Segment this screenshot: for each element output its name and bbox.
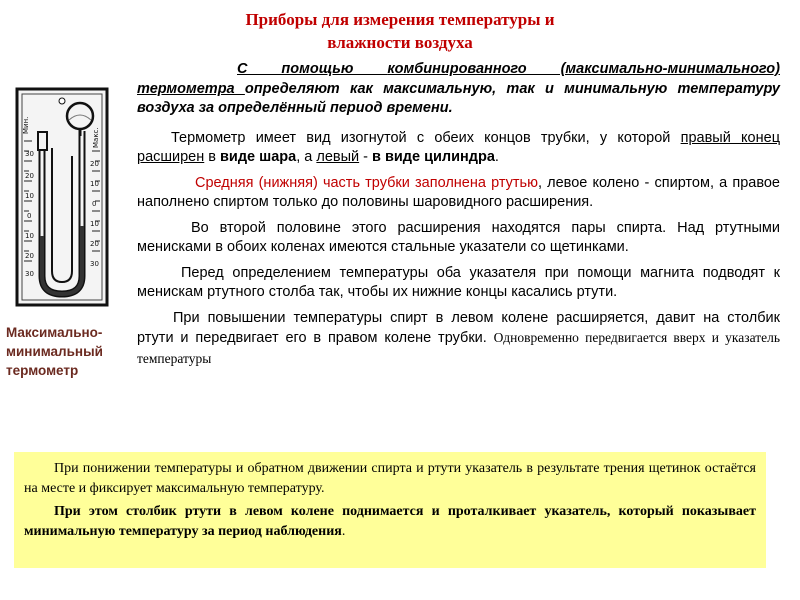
intro-part2: комбинированного (максимально-минимального) термометра <box>137 61 780 97</box>
intro-part3: определяют как максимальную, так и минимальную температуру воздуха за определённый период времени. <box>137 80 780 116</box>
max-min-thermometer-icon <box>14 86 110 308</box>
p1-i: - <box>359 149 373 165</box>
p2-rest: , левое колено - спиртом, а правое наполнено спиртом только до половины шаровидного расширения. <box>137 174 780 210</box>
scale-left-label: Мин. <box>22 116 30 134</box>
p1-g: , а <box>296 149 317 165</box>
scale-tick-r2: 0 <box>92 200 97 208</box>
scale-tick-l4: 10 <box>25 232 34 240</box>
p1-a: Термометр имеет вид изогнутой с обеих концов трубки, у которой <box>171 129 681 146</box>
thermometer-figure <box>14 86 110 308</box>
paragraph-4: Перед определением температуры оба указателя при помощи магнита подводят к менискам ртутного столба так, чтобы их нижние концы касались ртути. <box>137 264 780 300</box>
scale-tick-l6: 30 <box>25 270 34 278</box>
p1-d: расширен <box>137 149 205 165</box>
scale-tick-r5: 30 <box>90 260 99 268</box>
scale-right-label: Макс. <box>92 127 100 148</box>
p1-j: в виде цилиндра <box>372 149 495 165</box>
intro-part1: С помощью <box>237 61 388 77</box>
scale-tick-l2: 10 <box>25 192 34 200</box>
title-line-1: Приборы для измерения температуры и <box>245 10 555 29</box>
p1-f: виде шара <box>220 149 297 165</box>
scale-tick-l1: 20 <box>25 172 34 180</box>
highlight-note-box <box>14 452 766 568</box>
paragraph-1 <box>137 129 780 168</box>
figure-caption <box>6 323 134 380</box>
scale-tick-l3: 0 <box>27 212 32 220</box>
p1-k: . <box>494 149 499 165</box>
p1-e: в <box>204 149 221 165</box>
caption-line-2: минимальный <box>6 344 103 359</box>
caption-line-3: термометр <box>6 363 79 378</box>
p1-h: левый <box>316 149 360 165</box>
scale-tick-r0: 20 <box>90 160 99 168</box>
scale-tick-r1: 10 <box>90 180 99 188</box>
p5-main: При повышении температуры спирт в левом колене расширяется, давит на столбик ртути и передвигает его в правом колене трубки. <box>137 309 780 346</box>
note-paragraph-2 <box>24 502 756 541</box>
scale-tick-r4: 20 <box>90 240 99 248</box>
scale-tick-l0: 30 <box>25 150 34 158</box>
scale-tick-l5: 20 <box>25 252 34 260</box>
intro-paragraph <box>137 60 780 119</box>
scale-tick-r3: 10 <box>90 220 99 228</box>
note-paragraph-1: При понижении температуры и обратном движении спирта и ртути указатель в результате трения щетинок остаётся на месте и фиксирует максимальную температуру. <box>24 461 756 496</box>
caption-line-1: Максимально- <box>6 325 103 340</box>
paragraph-3: Во второй половине этого расширения находятся пары спирта. Над ртутными менисками в обоих коленах имеются стальные указатели со щетинками. <box>137 219 780 255</box>
note-p2-text: При этом столбик ртути в левом колене поднимается и проталкивает указатель, который показывает минимальную температуру за период наблюдения <box>24 504 756 539</box>
note-p2-end: . <box>341 523 346 539</box>
p5-serif: Одновременно передвигается вверх и указатель температуры <box>137 330 780 366</box>
main-text <box>137 60 780 375</box>
slide-title <box>150 8 650 54</box>
paragraph-5 <box>137 309 780 370</box>
p2-red: Средняя (нижняя) часть трубки заполнена ртутью <box>195 174 538 191</box>
paragraph-2 <box>137 174 780 213</box>
p1-b: правый конец <box>680 129 780 146</box>
title-line-2: влажности воздуха <box>327 33 473 52</box>
